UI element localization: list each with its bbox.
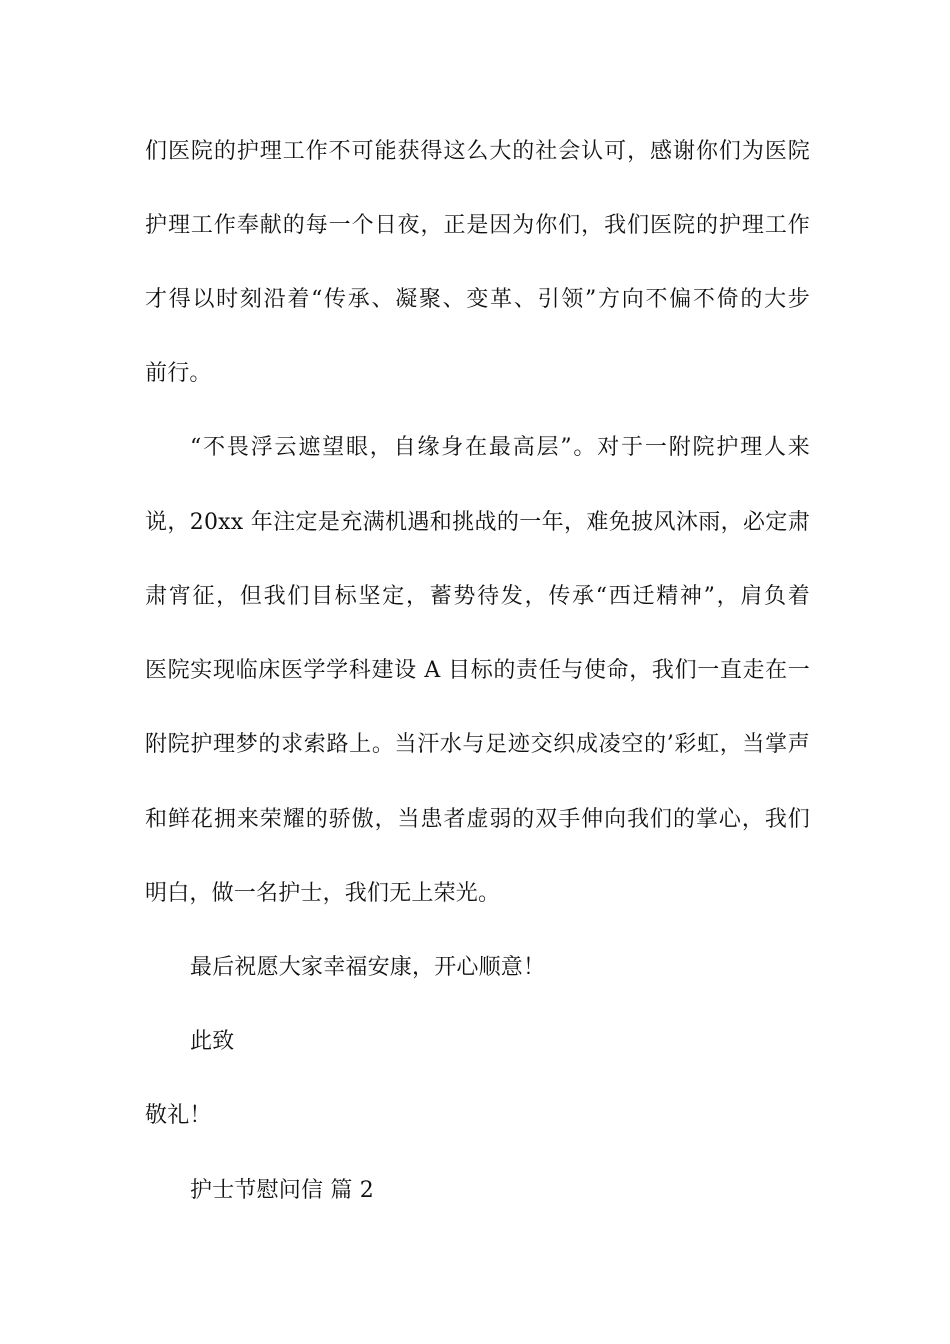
paragraph-line-2: 护理工作奉献的每一个日夜，正是因为你们，我们医院的护理工作: [145, 213, 810, 238]
paragraph-line-5: “不畏浮云遮望眼，自缘身在最高层”。对于一附院护理人来: [190, 435, 810, 460]
paragraph-line-4: 前行。: [145, 361, 212, 386]
paragraph-line-8: 医院实现临床医学学科建设 A 目标的责任与使命，我们一直走在一: [145, 658, 810, 683]
salutation-cizhi: 此致: [190, 1029, 235, 1054]
paragraph-line-3: 才得以时刻沿着“传承、凝聚、变革、引领”方向不偏不倚的大步: [145, 287, 810, 312]
paragraph-line-6: 说，20xx 年注定是充满机遇和挑战的一年，难免披风沐雨，必定肃: [145, 510, 810, 535]
paragraph-line-11: 明白，做一名护士，我们无上荣光。: [145, 881, 501, 906]
salutation-jingli: 敬礼！: [145, 1103, 212, 1128]
paragraph-line-7: 肃宵征，但我们目标坚定，蓄势待发，传承“西迁精神”，肩负着: [145, 584, 810, 609]
paragraph-line-1: 们医院的护理工作不可能获得这么大的社会认可，感谢你们为医院: [145, 139, 810, 164]
closing-wish: 最后祝愿大家幸福安康，开心顺意！: [190, 955, 546, 980]
section-heading: 护士节慰问信 篇 2: [190, 1178, 374, 1203]
paragraph-line-9: 附院护理梦的求索路上。当汗水与足迹交织成凌空的’彩虹，当掌声: [145, 732, 810, 757]
paragraph-line-10: 和鲜花拥来荣耀的骄傲，当患者虚弱的双手伸向我们的掌心，我们: [145, 807, 810, 832]
